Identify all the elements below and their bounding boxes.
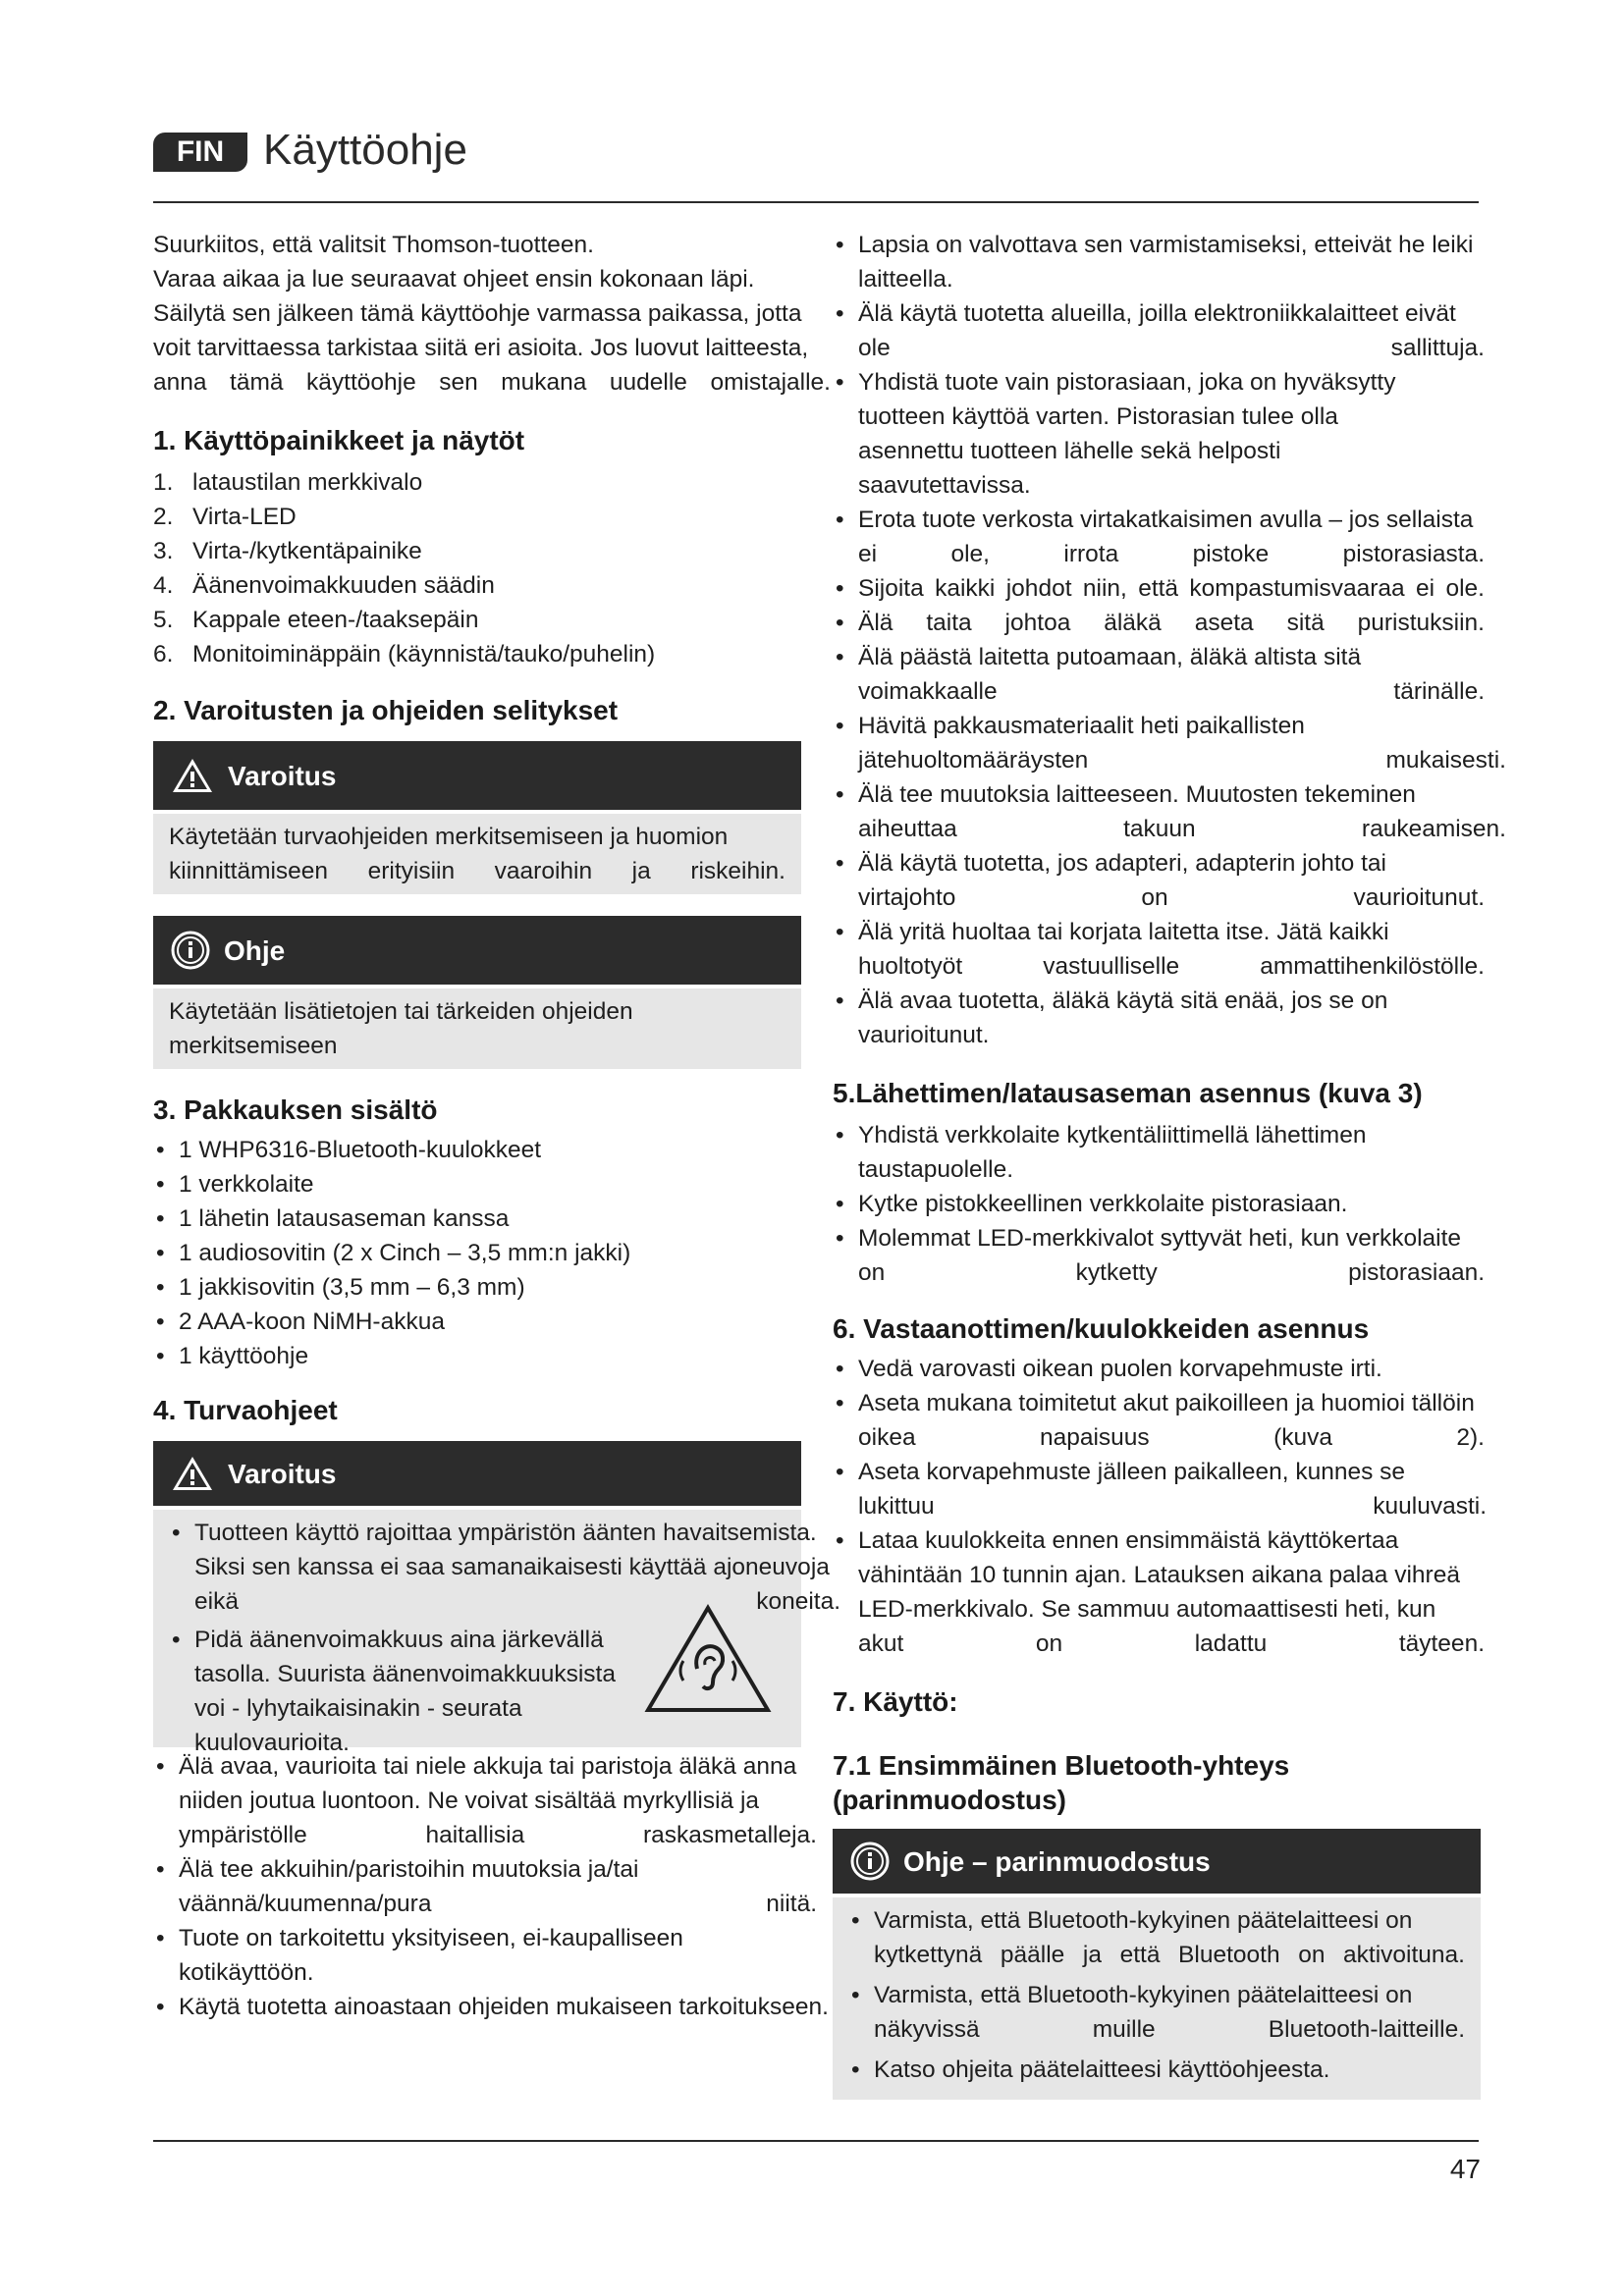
page-number: 47	[1449, 2154, 1481, 2184]
list-item: • Lapsia on valvottava sen varmistamiseksi, etteivät he leiki laitteella.	[833, 228, 1485, 296]
subsection-heading: 7.1 Ensimmäinen Bluetooth-yhteys (parinmuodostus)	[833, 1750, 1290, 1815]
list-item: • Molemmat LED-merkkivalot syttyvät heti, kun verkkolaite on kytketty pistorasiaan.	[833, 1221, 1485, 1290]
list-item: 1. lataustilan merkkivalo	[153, 469, 423, 496]
list-item: • 1 WHP6316-Bluetooth-kuulokkeet	[153, 1133, 840, 1167]
list-item: • Älä käytä tuotetta alueilla, joilla elektroniikkalaitteet eivät ole sallittuja.	[833, 296, 1485, 365]
list-item: 6. Monitoiminäppäin (käynnistä/tauko/puhelin)	[153, 641, 656, 667]
list-item: • Älä avaa, vaurioita tai niele akkuja tai paristoja äläkä anna niiden joutua luontoon. Ne voivat sisältää myrkyllisiä ja ympäristölle haitallisia raskasmetalleja.	[153, 1749, 817, 1852]
list-item: • 2 AAA-koon NiMH-akkua	[153, 1305, 840, 1339]
intro	[153, 228, 840, 400]
safety-list-continued	[833, 228, 1506, 1052]
section-heading: 1. Käyttöpainikkeet ja näytöt	[153, 425, 525, 455]
list-item: 5. Kappale eteen-/taaksepäin	[153, 607, 479, 633]
list-item: • Tuotteen käyttö rajoittaa ympäristön äänten havaitsemista. Siksi sen kanssa ei saa samanaikaisesti käyttää ajoneuvoja eikä koneita.	[169, 1516, 840, 1619]
section-heading: 5.Lähettimen/latausaseman asennus (kuva 3)	[833, 1078, 1423, 1108]
list-item: • Älä tee akkuihin/paristoihin muutoksia ja/tai väännä/kuumenna/pura niitä.	[153, 1852, 817, 1921]
left-column	[153, 228, 840, 2024]
list-item: • Älä avaa tuotetta, äläkä käytä sitä enää, jos se on vaurioitunut.	[833, 984, 1485, 1052]
section-heading: 2. Varoitusten ja ohjeiden selitykset	[153, 695, 619, 725]
section-heading: 3. Pakkauksen sisältö	[153, 1095, 438, 1125]
list-item: • 1 lähetin latausaseman kanssa	[153, 1201, 840, 1236]
list-item: • Erota tuote verkosta virtakatkaisimen avulla – jos sellaista ei ole, irrota pistoke pistorasiasta.	[833, 503, 1485, 571]
package-contents-list	[153, 1133, 840, 1373]
hearing-protection-icon	[644, 1604, 772, 1714]
warning-box-header: Varoitus	[153, 741, 801, 810]
list-item: • Sijoita kaikki johdot niin, että kompastumisvaaraa ei ole.	[833, 571, 1485, 606]
list-item: 2. Virta-LED	[153, 504, 297, 530]
receiver-setup-list	[833, 1352, 1485, 1661]
list-item: • Lataa kuulokkeita ennen ensimmäistä käyttökertaa vähintään 10 tunnin ajan. Latauksen aikana palaa vihreä LED-merkkivalo. Se sammuu automaattisesti heti, kun akut on ladattu täyteen.	[833, 1523, 1485, 1661]
list-item: • 1 käyttöohje	[153, 1339, 840, 1373]
list-item: • Älä käytä tuotetta, jos adapteri, adapterin johto tai virtajohto on vaurioitunut.	[833, 846, 1485, 915]
intro-line: Suurkiitos, että valitsit Thomson-tuotteen.	[153, 232, 594, 258]
list-item: • Hävitä pakkausmateriaalit heti paikallisten jätehuoltomääräysten mukaisesti.	[833, 709, 1506, 777]
safety-warning-box	[153, 1441, 840, 1756]
section-heading: 6. Vastaanottimen/kuulokkeiden asennus	[833, 1313, 1370, 1344]
list-item: • Aseta korvapehmuste jälleen paikalleen, kunnes se lukittuu kuuluvasti.	[833, 1455, 1487, 1523]
language-badge: FIN	[153, 133, 247, 172]
list-item: • Yhdistä tuote vain pistorasiaan, joka on hyväksytty tuotteen käyttöä varten. Pistorasian tulee olla asennettu tuotteen lähelle sekä helposti saavutettavissa.	[833, 365, 1447, 503]
list-item: • Tuote on tarkoitettu yksityiseen, ei-kaupalliseen kotikäyttöön.	[153, 1921, 817, 1990]
safety-list	[153, 1749, 860, 2024]
note-box-header: Ohje	[153, 916, 801, 985]
warning-icon	[171, 757, 214, 794]
warning-icon	[171, 1455, 214, 1492]
section-heading: 7. Käyttö:	[833, 1686, 958, 1717]
list-item: • Älä yritä huoltaa tai korjata laitetta itse. Jätä kaikki huoltotyöt vastuulliselle ammattihenkilöstölle.	[833, 915, 1485, 984]
list-item: 4. Äänenvoimakkuuden säädin	[153, 572, 495, 599]
list-item: • Älä päästä laitetta putoamaan, äläkä altista sitä voimakkaalle tärinälle.	[833, 640, 1485, 709]
page-title: Käyttöohje	[263, 126, 467, 174]
note-box	[153, 916, 801, 1069]
list-item: • Käytä tuotetta ainoastaan ohjeiden mukaiseen tarkoitukseen.	[153, 1990, 886, 2024]
list-item: • Pidä äänenvoimakkuus aina järkevällä tasolla. Suurista äänenvoimakkuuksista voi - lyhytaikaisinakin - seurata kuulovaurioita.	[169, 1623, 626, 1760]
list-item: • Vedä varovasti oikean puolen korvapehmuste irti.	[833, 1352, 1485, 1386]
list-item: • Varmista, että Bluetooth-kykyinen päätelaitteesi on näkyvissä muille Bluetooth-laitteille.	[848, 1978, 1465, 2047]
note-box-body	[833, 1897, 1481, 2100]
note-box-body: Käytetään lisätietojen tai tärkeiden ohjeiden merkitsemiseen	[153, 988, 801, 1069]
list-item: • Yhdistä verkkolaite kytkentäliittimellä lähettimen taustapuolelle.	[833, 1118, 1485, 1187]
list-item: • 1 audiosovitin (2 x Cinch – 3,5 mm:n jakki)	[153, 1236, 840, 1270]
list-item: • Älä tee muutoksia laitteeseen. Muutosten tekeminen aiheuttaa takuun raukeamisen.	[833, 777, 1506, 846]
list-item: 3. Virta-/kytkentäpainike	[153, 538, 422, 564]
list-item: • Katso ohjeita päätelaitteesi käyttöohjeesta.	[848, 2053, 1465, 2087]
list-item: • Kytke pistokkeellinen verkkolaite pistorasiaan.	[833, 1187, 1485, 1221]
list-item: • Varmista, että Bluetooth-kykyinen päätelaitteesi on kytkettynä päälle ja että Bluetooth on aktivoituna.	[848, 1903, 1465, 1972]
intro-line: Varaa aikaa ja lue seuraavat ohjeet ensin kokonaan läpi.	[153, 266, 755, 293]
list-item: • 1 verkkolaite	[153, 1167, 840, 1201]
info-icon	[850, 1842, 890, 1881]
right-column	[833, 228, 1506, 2100]
warning-box-body: Käytetään turvaohjeiden merkitsemiseen ja huomion kiinnittämiseen erityisiin vaaroihin ja riskeihin.	[153, 814, 801, 894]
info-icon	[171, 931, 210, 970]
warning-box	[153, 741, 801, 894]
footer-divider	[153, 2140, 1479, 2142]
list-item: • Aseta mukana toimitetut akut paikoilleen ja huomioi tällöin oikea napaisuus (kuva 2).	[833, 1386, 1485, 1455]
pairing-note-box	[833, 1829, 1481, 2100]
warning-box-body	[153, 1510, 840, 1756]
transmitter-setup-list	[833, 1118, 1485, 1290]
warning-box-header: Varoitus	[153, 1441, 801, 1506]
section-heading: 4. Turvaohjeet	[153, 1395, 338, 1425]
intro-paragraph: Säilytä sen jälkeen tämä käyttöohje varmassa paikassa, jotta voit tarvittaessa tarkistaa siitä eri asioita. Jos luovut laitteesta, anna tämä käyttöohje sen mukana uudelle omistajalle.	[153, 300, 831, 396]
list-item: • 1 jakkisovitin (3,5 mm – 6,3 mm)	[153, 1270, 840, 1305]
header-divider	[153, 201, 1479, 203]
list-item: • Älä taita johtoa äläkä aseta sitä puristuksiin.	[833, 606, 1485, 640]
controls-list	[153, 465, 840, 671]
note-box-header: Ohje – parinmuodostus	[833, 1829, 1481, 1894]
